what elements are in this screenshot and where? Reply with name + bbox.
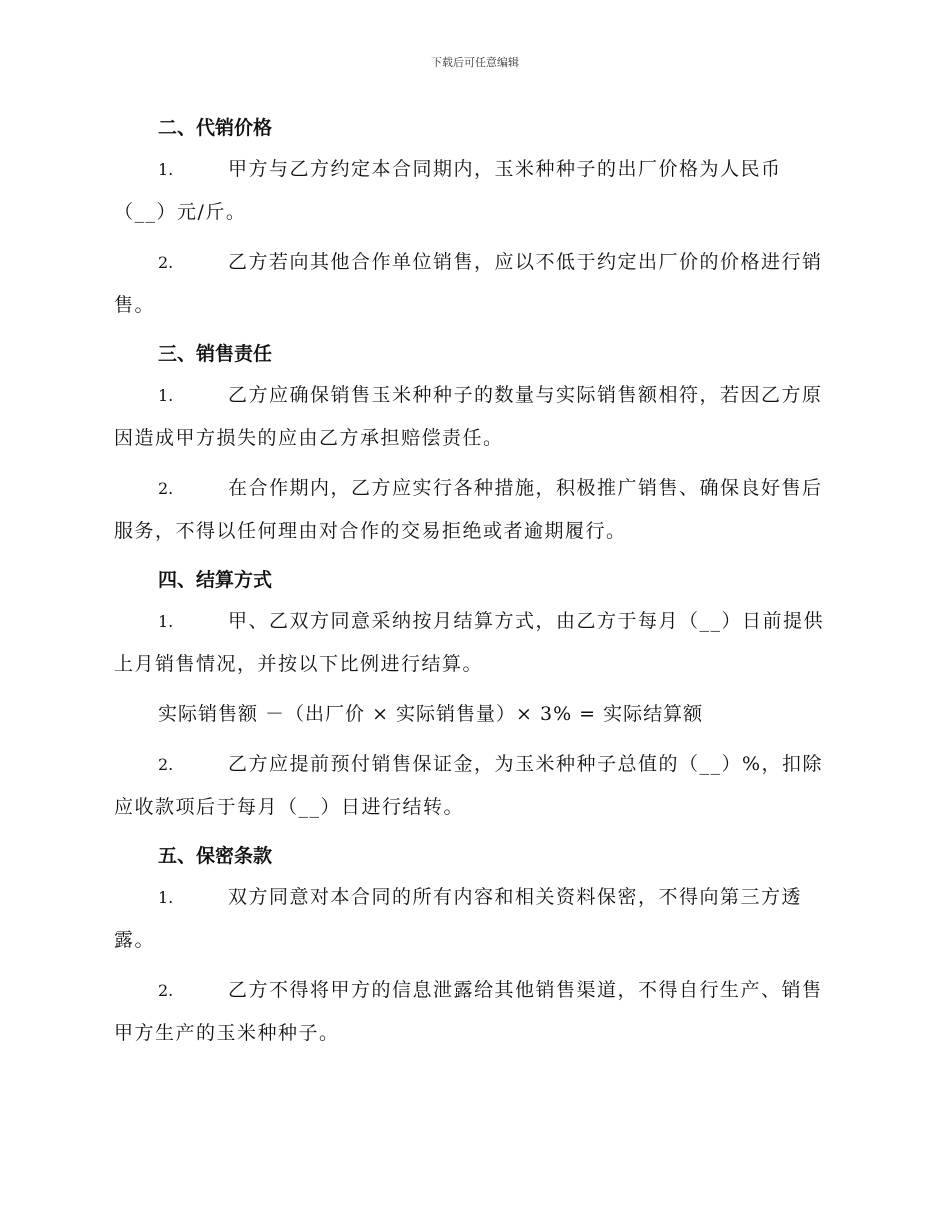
clause-text: 乙方不得将甲方的信息泄露给其他销售渠道，不得自行生产、销售甲方生产的玉米种种子。 — [114, 979, 823, 1044]
clause-responsibility-1 — [114, 374, 832, 460]
clause-text: 在合作期内，乙方应实行各种措施，积极推广销售、确保良好售后服务，不得以任何理由对合作的交易拒绝或者逾期履行。 — [114, 477, 823, 542]
section-heading-responsibility: 三、销售责任 — [158, 343, 273, 365]
clause-text: 乙方应确保销售玉米种种子的数量与实际销售额相符，若因乙方原因造成甲方损失的应由乙方承担赔偿责任。 — [114, 384, 823, 449]
clause-text: 甲、乙双方同意采纳按月结算方式，由乙方于每月（__）日前提供上月销售情况，并按以下比例进行结算。 — [114, 610, 825, 675]
clause-responsibility-2 — [114, 467, 832, 553]
clause-pricing-2 — [114, 241, 832, 327]
clause-number: 2. — [158, 981, 174, 1000]
section-heading-confidentiality: 五、保密条款 — [158, 845, 273, 867]
clause-text: 乙方应提前预付销售保证金，为玉米种种子总值的（__）%，扣除应收款项后于每月（__）日进行结转。 — [114, 753, 824, 818]
clause-confidentiality-2 — [114, 969, 832, 1055]
clause-number: 2. — [158, 755, 174, 774]
clause-number: 1. — [158, 612, 174, 631]
clause-number: 1. — [158, 888, 174, 907]
clause-settlement-1 — [114, 600, 832, 686]
settlement-formula: 实际销售额 －（出厂价 × 实际销售量）× 3% = 实际结算额 — [158, 703, 704, 725]
clause-text: 甲方与乙方约定本合同期内，玉米种种子的出厂价格为人民币（__）元/斤。 — [114, 158, 782, 223]
clause-text: 双方同意对本合同的所有内容和相关资料保密，不得向第三方透露。 — [114, 886, 803, 951]
clause-number: 1. — [158, 386, 174, 405]
section-heading-settlement: 四、结算方式 — [158, 569, 273, 591]
clause-confidentiality-1 — [114, 876, 832, 962]
clause-number: 1. — [158, 160, 174, 179]
clause-number: 2. — [158, 253, 174, 272]
clause-number: 2. — [158, 479, 174, 498]
clause-text: 乙方若向其他合作单位销售，应以不低于约定出厂价的价格进行销售。 — [114, 251, 823, 316]
document-body — [114, 108, 832, 1062]
section-heading-pricing: 二、代销价格 — [158, 117, 273, 139]
clause-settlement-2 — [114, 743, 832, 829]
page-header: 下载后可任意编辑 — [431, 56, 519, 69]
clause-pricing-1 — [114, 148, 832, 234]
